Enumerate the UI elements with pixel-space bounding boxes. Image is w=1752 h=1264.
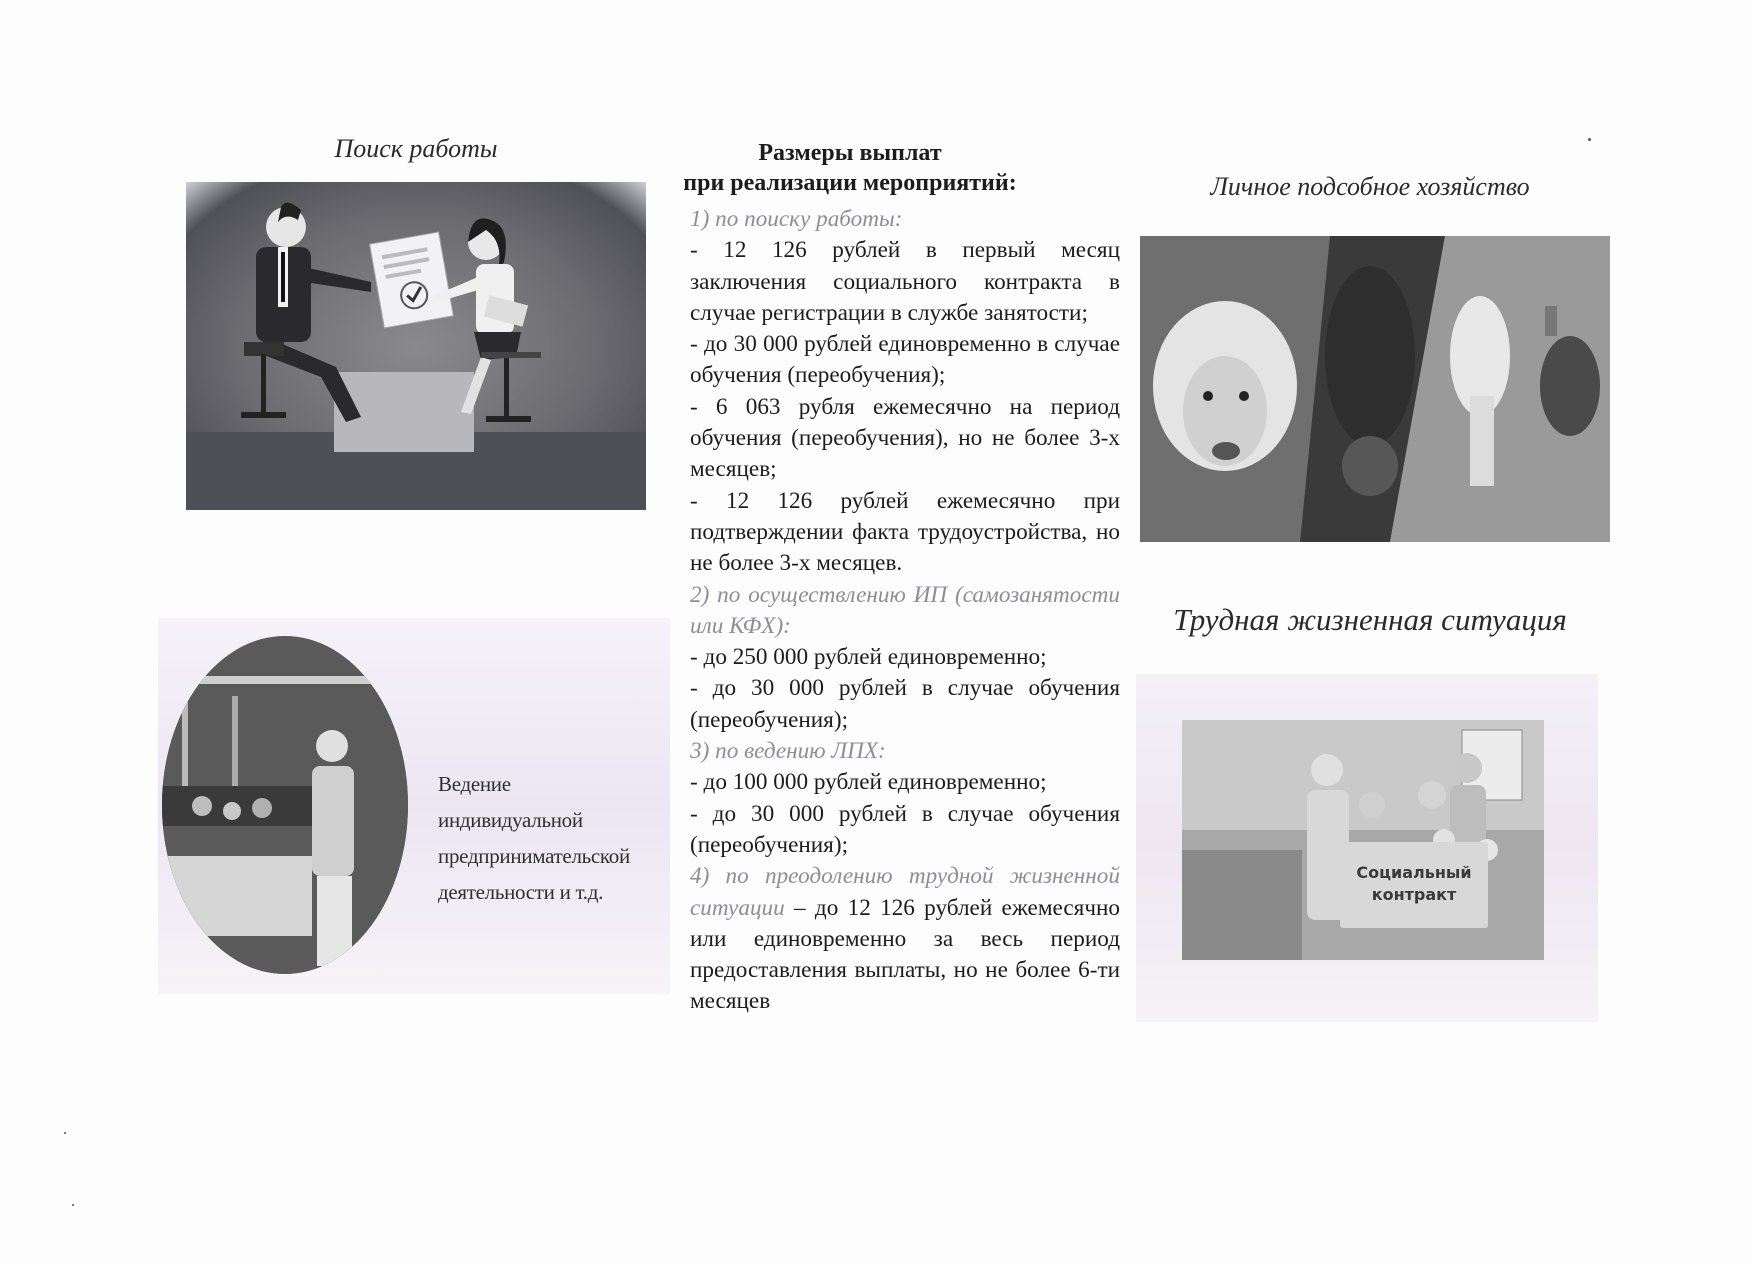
- payment-item-hardship: [690, 861, 1120, 1017]
- hardship-text: – до 12 126 рублей ежемесячно или единовременно за весь период предоставления выплаты, но не более 6-ти месяцев: [690, 894, 1120, 1015]
- job-interview-illustration: [186, 182, 646, 510]
- scan-speck: [72, 1204, 74, 1206]
- payment-item: - 12 126 рублей в первый месяц заключения социального контракта в случае регистрации в службе занятости;: [690, 237, 1120, 326]
- scan-speck: [1588, 138, 1591, 141]
- scan-speck: [64, 1132, 66, 1134]
- payment-item: - 6 063 рубля ежемесячно на период обучения (переобучения), но не более 3-х месяцев;: [690, 393, 1120, 483]
- payment-item: - до 30 000 рублей в случае обучения (переобучения);: [690, 675, 1120, 733]
- section-job-search-label: 1) по поиску работы:: [690, 206, 903, 232]
- section-hardship-label: 4) по преодолению трудной жизненной ситуации: [690, 863, 1120, 921]
- payments-list: [690, 204, 1120, 1018]
- payment-item: - до 250 000 рублей единовременно;: [690, 644, 1047, 671]
- hardship-title: Трудная жизненная ситуация: [1173, 602, 1567, 637]
- business-caption: [438, 766, 658, 910]
- lph-title: Личное подсобное хозяйство: [1210, 172, 1530, 201]
- sign-line: контракт: [1371, 885, 1457, 904]
- business-caption-line: деятельности и т.д.: [438, 880, 604, 904]
- payments-heading-line1: Размеры выплат: [758, 140, 942, 166]
- sign-line: Социальный: [1356, 863, 1472, 882]
- section-lph-label: 3) по ведению ЛПХ:: [690, 738, 886, 765]
- farm-animals-collage: [1140, 236, 1610, 542]
- social-contract-sign: [1340, 842, 1488, 928]
- payment-item: - до 30 000 рублей единовременно в случае обучения (переобучения);: [690, 331, 1120, 389]
- payments-heading-line2: при реализации мероприятий:: [683, 170, 1017, 196]
- section-ip-label: 2) по осуществлению ИП (самозанятости или КФХ):: [690, 581, 1120, 639]
- market-vendor-photo: [162, 636, 408, 974]
- business-caption-line: Ведение индивидуальной: [438, 772, 583, 832]
- payments-heading: [680, 138, 1020, 198]
- payment-item: - до 100 000 рублей единовременно;: [690, 769, 1047, 796]
- business-caption-line: предпринимательской: [438, 844, 630, 868]
- job-search-title: Поиск работы: [334, 134, 498, 163]
- family-social-contract-photo: [1182, 720, 1544, 960]
- payment-item: - до 30 000 рублей в случае обучения (переобучения);: [690, 800, 1120, 858]
- payment-item: - 12 126 рублей ежемесячно при подтверждении факта трудоустройства, но не более 3-х месяцев.: [690, 487, 1120, 577]
